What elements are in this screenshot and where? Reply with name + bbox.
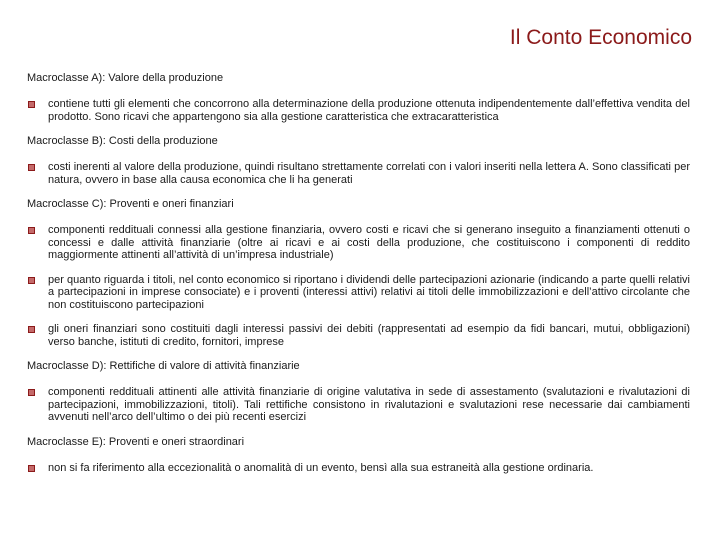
section-heading-b: Macroclasse B): Costi della produzione [27, 135, 218, 147]
list-item-text: costi inerenti al valore della produzione, quindi risultano strettamente correlati con i valori inseriti nella lettera A. Sono classificati per natura, ovvero in base alla causa economica che li ha generati [48, 161, 690, 186]
square-bullet-icon [28, 389, 35, 396]
section-heading-c: Macroclasse C): Proventi e oneri finanziari [27, 198, 234, 210]
list-item-text: gli oneri finanziari sono costituiti dagli interessi passivi dei debiti (rappresentati ad esempio da fidi bancari, mutui, obbligazioni) verso banche, istituti di credito, fornitori, imprese [48, 323, 690, 348]
square-bullet-icon [28, 277, 35, 284]
list-item-text: non si fa riferimento alla eccezionalità o anomalità di un evento, bensì alla sua estraneità alla gestione ordinaria. [48, 461, 594, 474]
square-bullet-icon [28, 326, 35, 333]
square-bullet-icon [28, 101, 35, 108]
list-item-text: per quanto riguarda i titoli, nel conto economico si riportano i dividendi delle partecipazioni azionarie (indicando a parte quelli relativi a partecipazioni in imprese consociate) e i proventi (interessi attivi) relativi ai titoli delle immobilizzazioni e dell’attivo circolante che non costituiscono partecipazioni [48, 273, 690, 311]
square-bullet-icon [28, 227, 35, 234]
list-item [27, 386, 690, 424]
list-item-text: contiene tutti gli elementi che concorrono alla determinazione della produzione ottenuta indipendentemente dall’effettiva vendita del prodotto. Sono ricavi che appartengono sia alla gestione caratteristica che extracaratteristica [48, 98, 690, 123]
page-title: Il Conto Economico [509, 26, 692, 49]
section-heading-e: Macroclasse E): Proventi e oneri straordinari [27, 435, 245, 448]
list-item [27, 161, 690, 186]
list-item [27, 98, 690, 123]
section-heading-a: Macroclasse A): Valore della produzione [27, 72, 224, 84]
list-item [27, 462, 690, 475]
list-item-text: componenti reddituali connessi alla gestione finanziaria, ovvero costi e ricavi che si generano inseguito a finanziamenti ottenuti o concessi e dalle attività finanziarie (oltre ai ricavi e ai costi della produzione, che costituiscono i componenti di reddito maggiormente attinenti all’attività di un’impresa industriale) [48, 224, 690, 261]
list-item [27, 323, 690, 348]
section-heading-d: Macroclasse D): Rettifiche di valore di attività finanziarie [27, 360, 300, 372]
list-item [27, 274, 690, 312]
square-bullet-icon [28, 164, 35, 171]
content-body [27, 72, 690, 486]
list-item-text: componenti reddituali attinenti alle attività finanziarie di origine valutativa in sede di assestamento (svalutazioni e rivalutazioni di partecipazioni, immobilizzazioni, titoli). Tali rettifiche consistono in rivalutazioni e svalutazioni rese necessarie dai cambiamenti avvenuti nell’arco dell’ultimo o dei più recenti esercizi [48, 386, 690, 423]
list-item [27, 224, 690, 262]
square-bullet-icon [28, 465, 35, 472]
